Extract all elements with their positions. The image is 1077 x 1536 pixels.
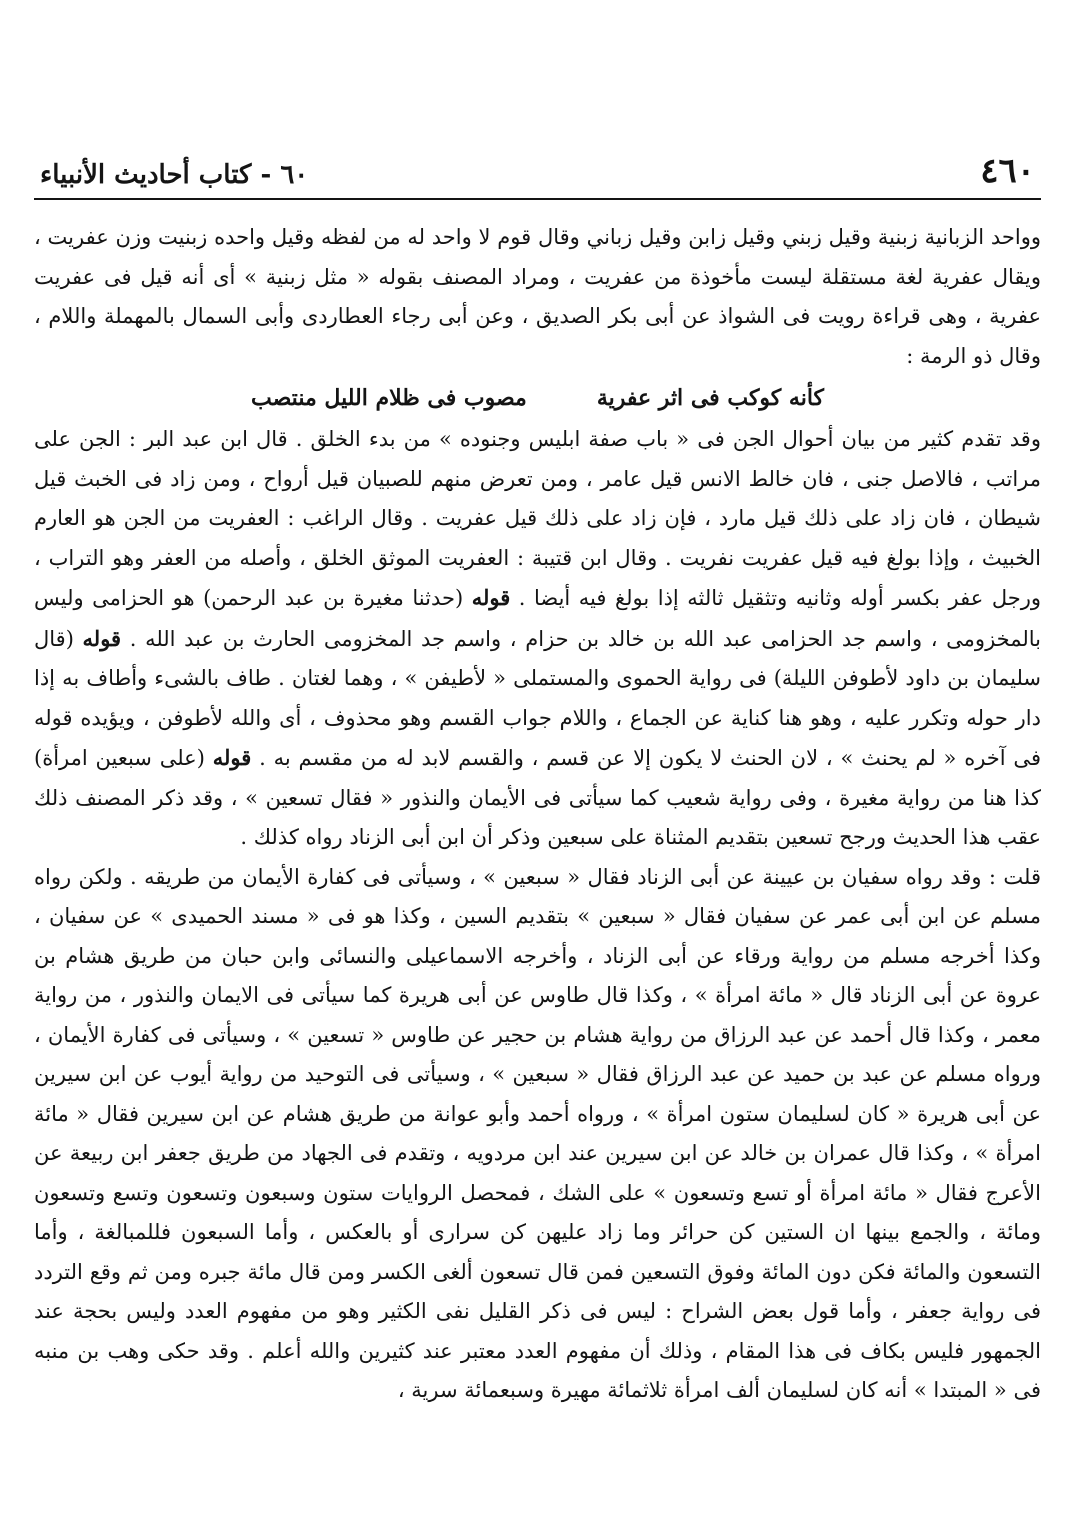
- verse-hemistich: مصوب فى ظلام الليل منتصب: [251, 385, 527, 411]
- paragraph-text: (على سبعين امرأة) كذا هنا من رواية مغيرة ، وفى رواية شعيب كما سيأتى فى الأيمان والنذور « فقال تسعين » ، وقد ذكر المصنف ذلك عقب هذا الحديث ورجح تسعين بتقديم المثناة على سبعين وذكر أن ابن أبى الزناد رواه كذلك .: [34, 746, 1041, 849]
- paragraph-text: وقد تقدم كثير من بيان أحوال الجن فى « باب صفة ابليس وجنوده » من بدء الخلق . قال ابن عبد البر : الجن على مراتب ، فالاصل جنى ، فان خالط الانس قيل عامر ، ومن تعرض منهم للصبيان قيل أرواح ، ومن زاد فى الخبث قيل شيطان ، فان زاد على ذلك قيل مارد ، فإن زاد على ذلك قيل عفريت . وقال الراغب : العفريت من الجن هو العارم الخبيث ، وإذا بولغ فيه قيل عفريت نفريت . وقال ابن قتيبة : العفريت الموثق الخلق ، وأصله من العفر وهو التراب ، ورجل عفر بكسر أوله وثانيه وتثقيل ثالثه إذا بولغ فيه أيضا .: [34, 427, 1041, 610]
- qawluhu-marker: قوله: [82, 625, 122, 651]
- running-title: ٦٠ - كتاب أحاديث الأنبياء: [40, 160, 309, 190]
- paragraph-text: (قال سليمان بن داود لأطوفن الليلة) فى رواية الحموى والمستملى « لأطيفن » ، وهما لغتان . طاف بالشىء وأطاف به إذا دار حوله وتكرر عليه ، وهو هنا كناية عن الجماع ، واللام جواب القسم وهو محذوف ، أى والله لأطوفن ، ويؤيده قوله فى آخره « لم يحنث » ، لان الحنث لا يكون إلا عن قسم ، والقسم لابد له من مقسم به .: [34, 626, 1041, 770]
- poetry-verse: [34, 378, 1041, 418]
- qawluhu-marker: قوله: [471, 585, 511, 610]
- page-number: ٤٦٠: [980, 151, 1035, 191]
- header-divider: [34, 198, 1041, 200]
- commentary-text: [34, 218, 1041, 1411]
- paragraph: [34, 420, 1041, 858]
- paragraph-text: (حدثنا مغيرة بن عبد الرحمن) هو الحزامى وليس بالمخزومى ، واسم جد الحزامى عبد الله بن خالد بن حزام ، واسم جد المخزومى الحارث بن عبد الله .: [34, 586, 1041, 651]
- book-page: [34, 150, 1041, 1530]
- running-header: [34, 150, 1041, 194]
- verse-hemistich: كأنه كوكب فى اثر عفرية: [596, 385, 825, 411]
- paragraph: قلت : وقد رواه سفيان بن عيينة عن أبى الزناد فقال « سبعين » ، وسيأتى فى كفارة الأيمان من طريقه . ولكن رواه مسلم عن ابن أبى عمر عن سفيان فقال « سبعين » بتقديم السين ، وكذا هو فى « مسند الحميدى » عن سفيان ، وكذا أخرجه مسلم من رواية ورقاء عن أبى الزناد ، وأخرجه الاسماعيلى والنسائى وابن حبان من طريق هشام بن عروة عن أبى الزناد قال « مائة امرأة » ، وكذا قال طاوس عن أبى هريرة كما سيأتى فى الايمان والنذور ، من رواية معمر ، وكذا قال أحمد عن عبد الرزاق من رواية هشام بن حجير عن طاوس « تسعين » ، وسيأتى فى كفارة الأيمان ، ورواه مسلم عن عبد بن حميد عن عبد الرزاق فقال « سبعين » ، وسيأتى فى التوحيد من رواية أيوب عن ابن سيرين عن أبى هريرة « كان لسليمان ستون امرأة » ، ورواه أحمد وأبو عوانة من طريق هشام عن ابن سيرين فقال « مائة امرأة » ، وكذا قال عمران بن خالد عن ابن سيرين عند ابن مردويه ، وتقدم فى الجهاد من طريق جعفر ابن ربيعة عن الأعرج فقال « مائة امرأة أو تسع وتسعون » على الشك ، فمحصل الروايات ستون وسبعون وتسعون وتسع وتسعون ومائة ، والجمع بينها ان الستين كن حرائر وما زاد عليهن كن سرارى أو بالعكس ، وأما السبعون فللمبالغة ، وأما التسعون والمائة فكن دون المائة وفوق التسعين فمن قال تسعون ألغى الكسر ومن قال مائة جبره ومن ثم وقع التردد فى رواية جعفر ، وأما قول بعض الشراح : ليس فى ذكر القليل نفى الكثير وهو من مفهوم العدد وليس بحجة عند الجمهور فليس بكاف فى هذا المقام ، وذلك أن مفهوم العدد معتبر عند كثيرين والله أعلم . وقد حكى وهب بن منبه فى « المبتدا » أنه كان لسليمان ألف امرأة ثلاثمائة مهيرة وسبعمائة سرية ،: [34, 864, 1041, 1402]
- qawluhu-marker: قوله: [212, 745, 252, 770]
- paragraph: وواحد الزبانية زبنية وقيل زبني وقيل زابن وقيل زباني وقال قوم لا واحد له من لفظه وقيل واحده زبنيت وزن عفريت ، ويقال عفرية لغة مستقلة ليست مأخوذة من عفريت ، ومراد المصنف بقوله « مثل زبنية » أى أنه قيل فى عفريت عفرية ، وهى قراءة رويت فى الشواذ عن أبى بكر الصديق ، وعن أبى رجاء العطاردى وأبى السمال بالمهملة واللام ، وقال ذو الرمة :: [34, 225, 1041, 368]
